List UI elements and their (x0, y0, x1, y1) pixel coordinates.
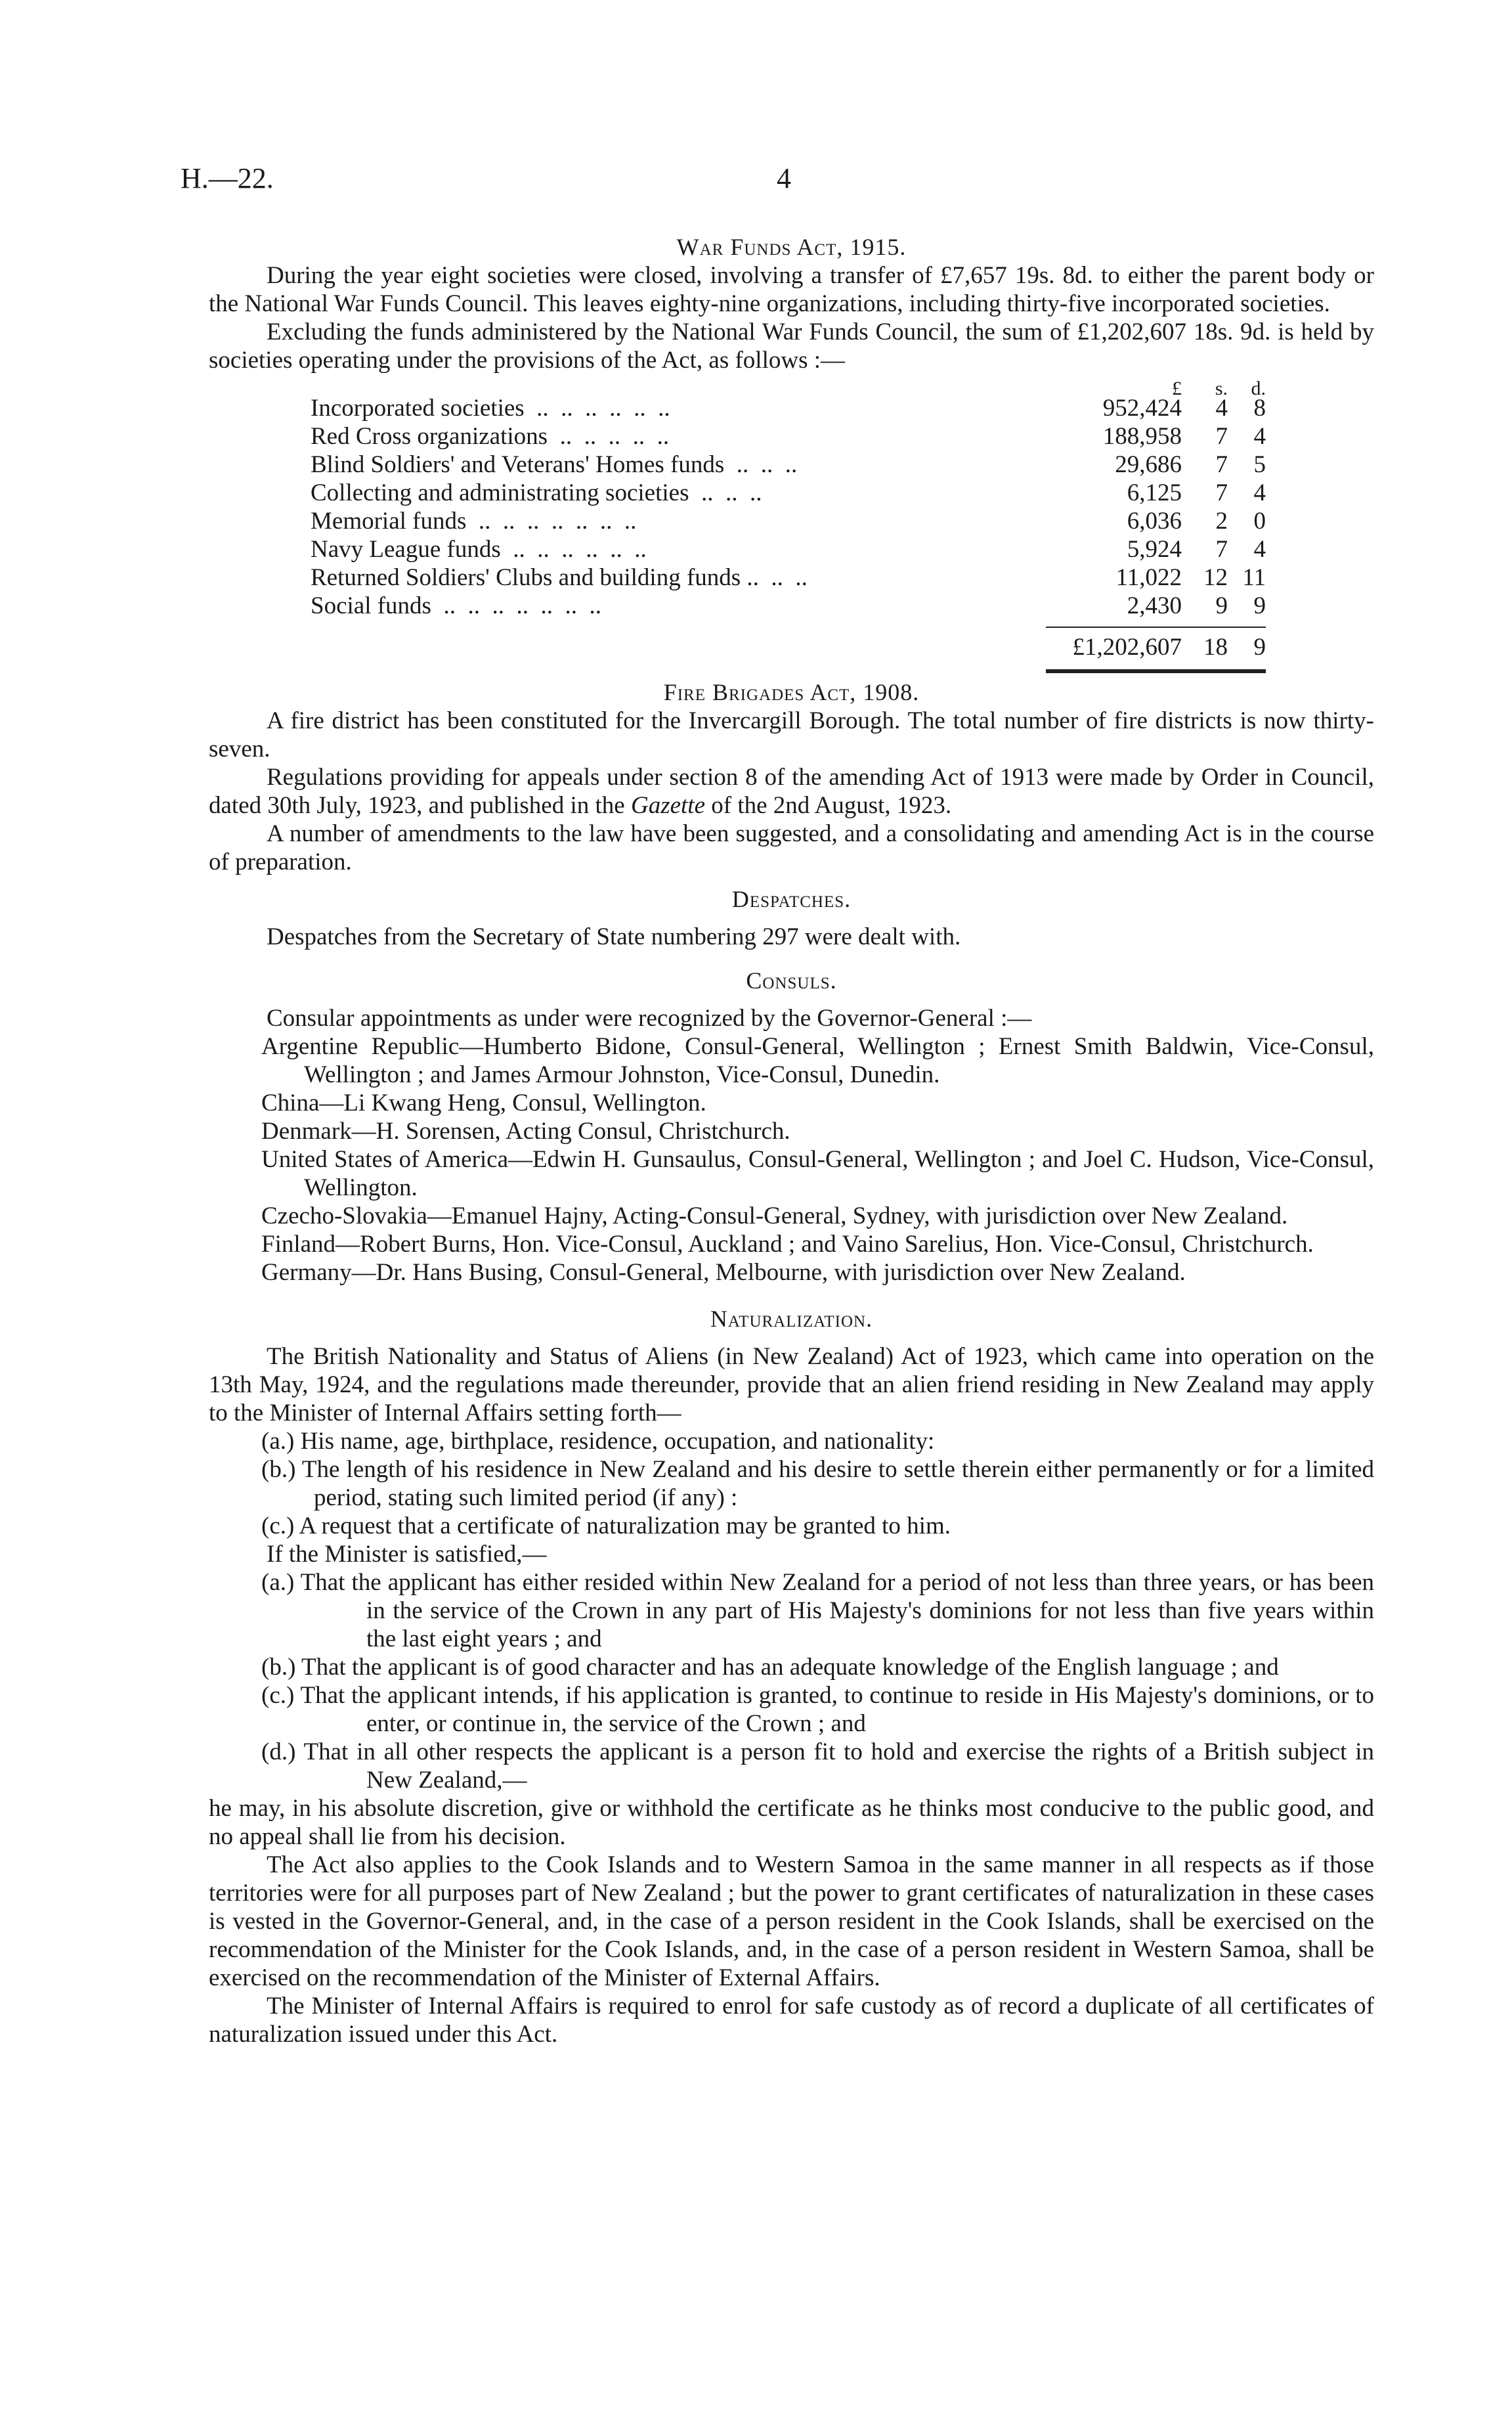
funds-row-leader: .. .. .. .. .. .. .. (431, 592, 601, 619)
funds-row-label-cell (311, 535, 1011, 563)
funds-row-pounds: 6,125 (1127, 479, 1182, 506)
funds-row-leader: .. .. .. (724, 451, 798, 478)
funds-row (311, 451, 1266, 479)
funds-row-shillings: 2 (1215, 508, 1228, 535)
funds-row-pence: 4 (1253, 423, 1266, 450)
list-marker: (a.) (261, 1428, 295, 1455)
funds-row-label: Red Cross organizations (311, 423, 548, 450)
pounds-column-header: £ (1172, 378, 1182, 399)
funds-row-pounds: 952,424 (1102, 395, 1182, 422)
naturalization-para-3: The Act also applies to the Cook Islands and to Western Samoa in the same manner in all respects as if those territories were for all purposes part of New Zealand ; but the power to grant certificates of naturalization in these cases is vested in the Governor-General, and, in the case of a person resident in the Cook Islands, shall be exercised on the recommendation of the Minister for the Cook Islands, and, in the case of a person resident in Western Samoa, shall be exercised on the recommendation of the Minister of External Affairs. (209, 1851, 1374, 1991)
consul-entry: Argentine Republic—Humberto Bidone, Consul-General, Wellington ; Ernest Smith Baldwin, Vice-Consul, Wellington ; and James Armour Johnston, Vice-Consul, Dunedin. (261, 1033, 1374, 1088)
funds-row-label-cell (311, 422, 1011, 451)
list-text: A request that a certificate of naturalization may be granted to him. (299, 1512, 951, 1539)
funds-row-leader: .. .. .. .. .. .. (500, 536, 647, 563)
funds-column-headers (311, 374, 1266, 399)
funds-row (311, 507, 1266, 535)
list-item (209, 1568, 1374, 1653)
funds-row-pounds: 6,036 (1127, 508, 1182, 535)
funds-row (311, 563, 1266, 592)
funds-row-leader: .. .. .. .. .. .. (524, 395, 670, 422)
funds-row-label-cell (311, 592, 1011, 620)
naturalization-heading: Naturalization. (710, 1306, 873, 1332)
list-text: The length of his residence in New Zealand and his desire to settle therein either permanently or for a limited period, stating such limited period (if any) : (301, 1456, 1374, 1511)
consul-entry: Denmark—H. Sorensen, Acting Consul, Christchurch. (261, 1118, 790, 1145)
funds-row-pence: 11 (1242, 564, 1266, 591)
war-funds-heading: War Funds Act, 1915. (676, 234, 907, 260)
consul-entry: United States of America—Edwin H. Gunsaulus, Consul-General, Wellington ; and Joel C. Hudson, Vice-Consul, Wellington. (261, 1146, 1374, 1201)
list-text: That in all other respects the applicant is a person fit to hold and exercise the rights of a British subject in New Zealand,— (303, 1738, 1374, 1794)
fire-para-3: A number of amendments to the law have been suggested, and a consolidating and amending Act is in the course of preparation. (209, 820, 1374, 875)
list-item (209, 1512, 1374, 1540)
funds-row-shillings: 7 (1215, 479, 1228, 506)
total-pounds: £1,202,607 (1072, 634, 1182, 661)
funds-row-label: Memorial funds (311, 508, 467, 535)
pence-column-header: d. (1251, 378, 1266, 399)
funds-row-shillings: 7 (1215, 451, 1228, 478)
total-shillings: 18 (1203, 634, 1228, 661)
funds-total-row (311, 633, 1266, 661)
funds-row-pence: 4 (1253, 536, 1266, 563)
list-text: That the applicant intends, if his application is granted, to continue to reside in His Majesty's dominions, or to enter, or continue in, the service of the Crown ; and (300, 1682, 1374, 1737)
total-pence: 9 (1253, 634, 1266, 661)
funds-row-label-cell (311, 563, 1011, 592)
document-reference: H.—22. (181, 162, 274, 194)
funds-row-pounds: 11,022 (1115, 564, 1182, 591)
funds-row-label-cell (311, 479, 1011, 507)
funds-row-pounds: 188,958 (1102, 423, 1182, 450)
fire-para-1: A fire district has been constituted for the Invercargill Borough. The total number of fire districts is now thirty-seven. (209, 707, 1374, 762)
funds-row-pence: 0 (1253, 508, 1266, 535)
funds-row-label: Blind Soldiers' and Veterans' Homes funds (311, 451, 725, 478)
list-marker: (b.) (261, 1654, 296, 1681)
funds-row (311, 422, 1266, 451)
funds-row-leader: .. .. .. (689, 479, 762, 506)
list-marker: (c.) (261, 1682, 295, 1709)
war-funds-para-2: Excluding the funds administered by the National War Funds Council, the sum of £1,202,607 18s. 9d. is held by societies operating under the provisions of the Act, as follows :— (209, 319, 1374, 374)
funds-row-shillings: 12 (1203, 564, 1228, 591)
funds-row-pounds: 29,686 (1115, 451, 1182, 478)
funds-row (311, 535, 1266, 563)
consul-entry: Finland—Robert Burns, Hon. Vice-Consul, Auckland ; and Vaino Sarelius, Hon. Vice-Consul, Christchurch. (261, 1231, 1314, 1258)
naturalization-satisfied: If the Minister is satisfied,— (267, 1541, 547, 1568)
consul-entry: China—Li Kwang Heng, Consul, Wellington. (261, 1090, 706, 1116)
funds-table (311, 374, 1266, 661)
consuls-intro: Consular appointments as under were recognized by the Governor-General :— (267, 1005, 1032, 1032)
despatches-para: Despatches from the Secretary of State numbering 297 were dealt with. (267, 923, 961, 950)
list-text: That the applicant is of good character and has an adequate knowledge of the English language ; and (301, 1654, 1279, 1681)
funds-row-label: Incorporated societies (311, 395, 525, 422)
funds-row-label-cell (311, 451, 1011, 479)
funds-row-label-cell (311, 394, 1011, 422)
despatches-heading: Despatches. (731, 886, 852, 912)
funds-row (311, 394, 1266, 422)
funds-row (311, 592, 1266, 620)
list-marker: (c.) (261, 1512, 295, 1539)
list-item (209, 1427, 1374, 1455)
funds-row-label: Social funds (311, 592, 431, 619)
fire-brigades-heading: Fire Brigades Act, 1908. (663, 679, 920, 705)
naturalization-para-1: The British Nationality and Status of Aliens (in New Zealand) Act of 1923, which came into operation on the 13th May, 1924, and the regulations made thereunder, provide that an alien friend residing in New Zealand may apply to the Minister of Internal Affairs setting forth— (209, 1343, 1374, 1426)
consul-list (209, 1032, 1374, 1287)
consul-entry: Germany—Dr. Hans Busing, Consul-General, Melbourne, with jurisdiction over New Zealand. (261, 1259, 1186, 1286)
funds-row-pence: 5 (1253, 451, 1266, 478)
funds-row-pence: 9 (1253, 592, 1266, 619)
funds-row-leader: .. .. .. .. .. .. .. (466, 508, 637, 535)
funds-row-shillings: 4 (1215, 395, 1228, 422)
funds-row-label: Returned Soldiers' Clubs and building funds (311, 564, 741, 591)
list-text: His name, age, birthplace, residence, occupation, and nationality: (300, 1428, 935, 1455)
page-content (209, 233, 1374, 2048)
funds-row-shillings: 7 (1215, 423, 1228, 450)
funds-rows (311, 394, 1266, 620)
funds-row-pounds: 5,924 (1127, 536, 1182, 563)
funds-row-shillings: 9 (1215, 592, 1228, 619)
page-number: 4 (777, 162, 791, 194)
funds-row-pounds: 2,430 (1127, 592, 1182, 619)
consuls-heading: Consuls. (746, 967, 837, 994)
list-marker: (d.) (261, 1738, 296, 1765)
list-marker: (a.) (261, 1569, 295, 1596)
naturalization-para-4: The Minister of Internal Affairs is required to enrol for safe custody as of record a duplicate of all certificates of naturalization issued under this Act. (209, 1993, 1374, 2048)
consul-entry: Czecho-Slovakia—Emanuel Hajny, Acting-Consul-General, Sydney, with jurisdiction over New Zealand. (261, 1203, 1288, 1229)
funds-row-pence: 4 (1253, 479, 1266, 506)
funds-row-label: Collecting and administrating societies (311, 479, 689, 506)
shillings-column-header: s. (1215, 378, 1228, 399)
list-text: That the applicant has either resided within New Zealand for a period of not less than three years, or has been in the service of the Crown in any part of His Majesty's dominions for not less than five years within the last eight years ; and (300, 1569, 1374, 1652)
funds-row-leader: .. .. .. .. .. (548, 423, 670, 450)
funds-row-pence: 8 (1253, 395, 1266, 422)
naturalization-conditions-list (209, 1568, 1374, 1794)
funds-row-leader: .. .. .. (741, 564, 808, 591)
funds-row-label-cell (311, 507, 1011, 535)
list-item (209, 1653, 1374, 1681)
funds-row (311, 479, 1266, 507)
fire-para-2: Regulations providing for appeals under section 8 of the amending Act of 1913 were made by Order in Council, dated 30th July, 1923, and published in the Gazette of the 2nd August, 1923. (209, 764, 1374, 819)
list-item (209, 1681, 1374, 1738)
list-item (209, 1738, 1374, 1794)
funds-row-label: Navy League funds (311, 536, 501, 563)
page-header (181, 164, 1362, 197)
list-marker: (b.) (261, 1456, 296, 1483)
naturalization-para-2: he may, in his absolute discretion, give or withhold the certificate as he thinks most conducive to the public good, and no appeal shall lie from his decision. (209, 1795, 1374, 1850)
war-funds-para-1: During the year eight societies were closed, involving a transfer of £7,657 19s. 8d. to either the parent body or the National War Funds Council. This leaves eighty-nine organizations, including thirty-five incorporated societies. (209, 262, 1374, 317)
naturalization-application-list (209, 1427, 1374, 1540)
funds-row-shillings: 7 (1215, 536, 1228, 563)
list-item (209, 1455, 1374, 1512)
